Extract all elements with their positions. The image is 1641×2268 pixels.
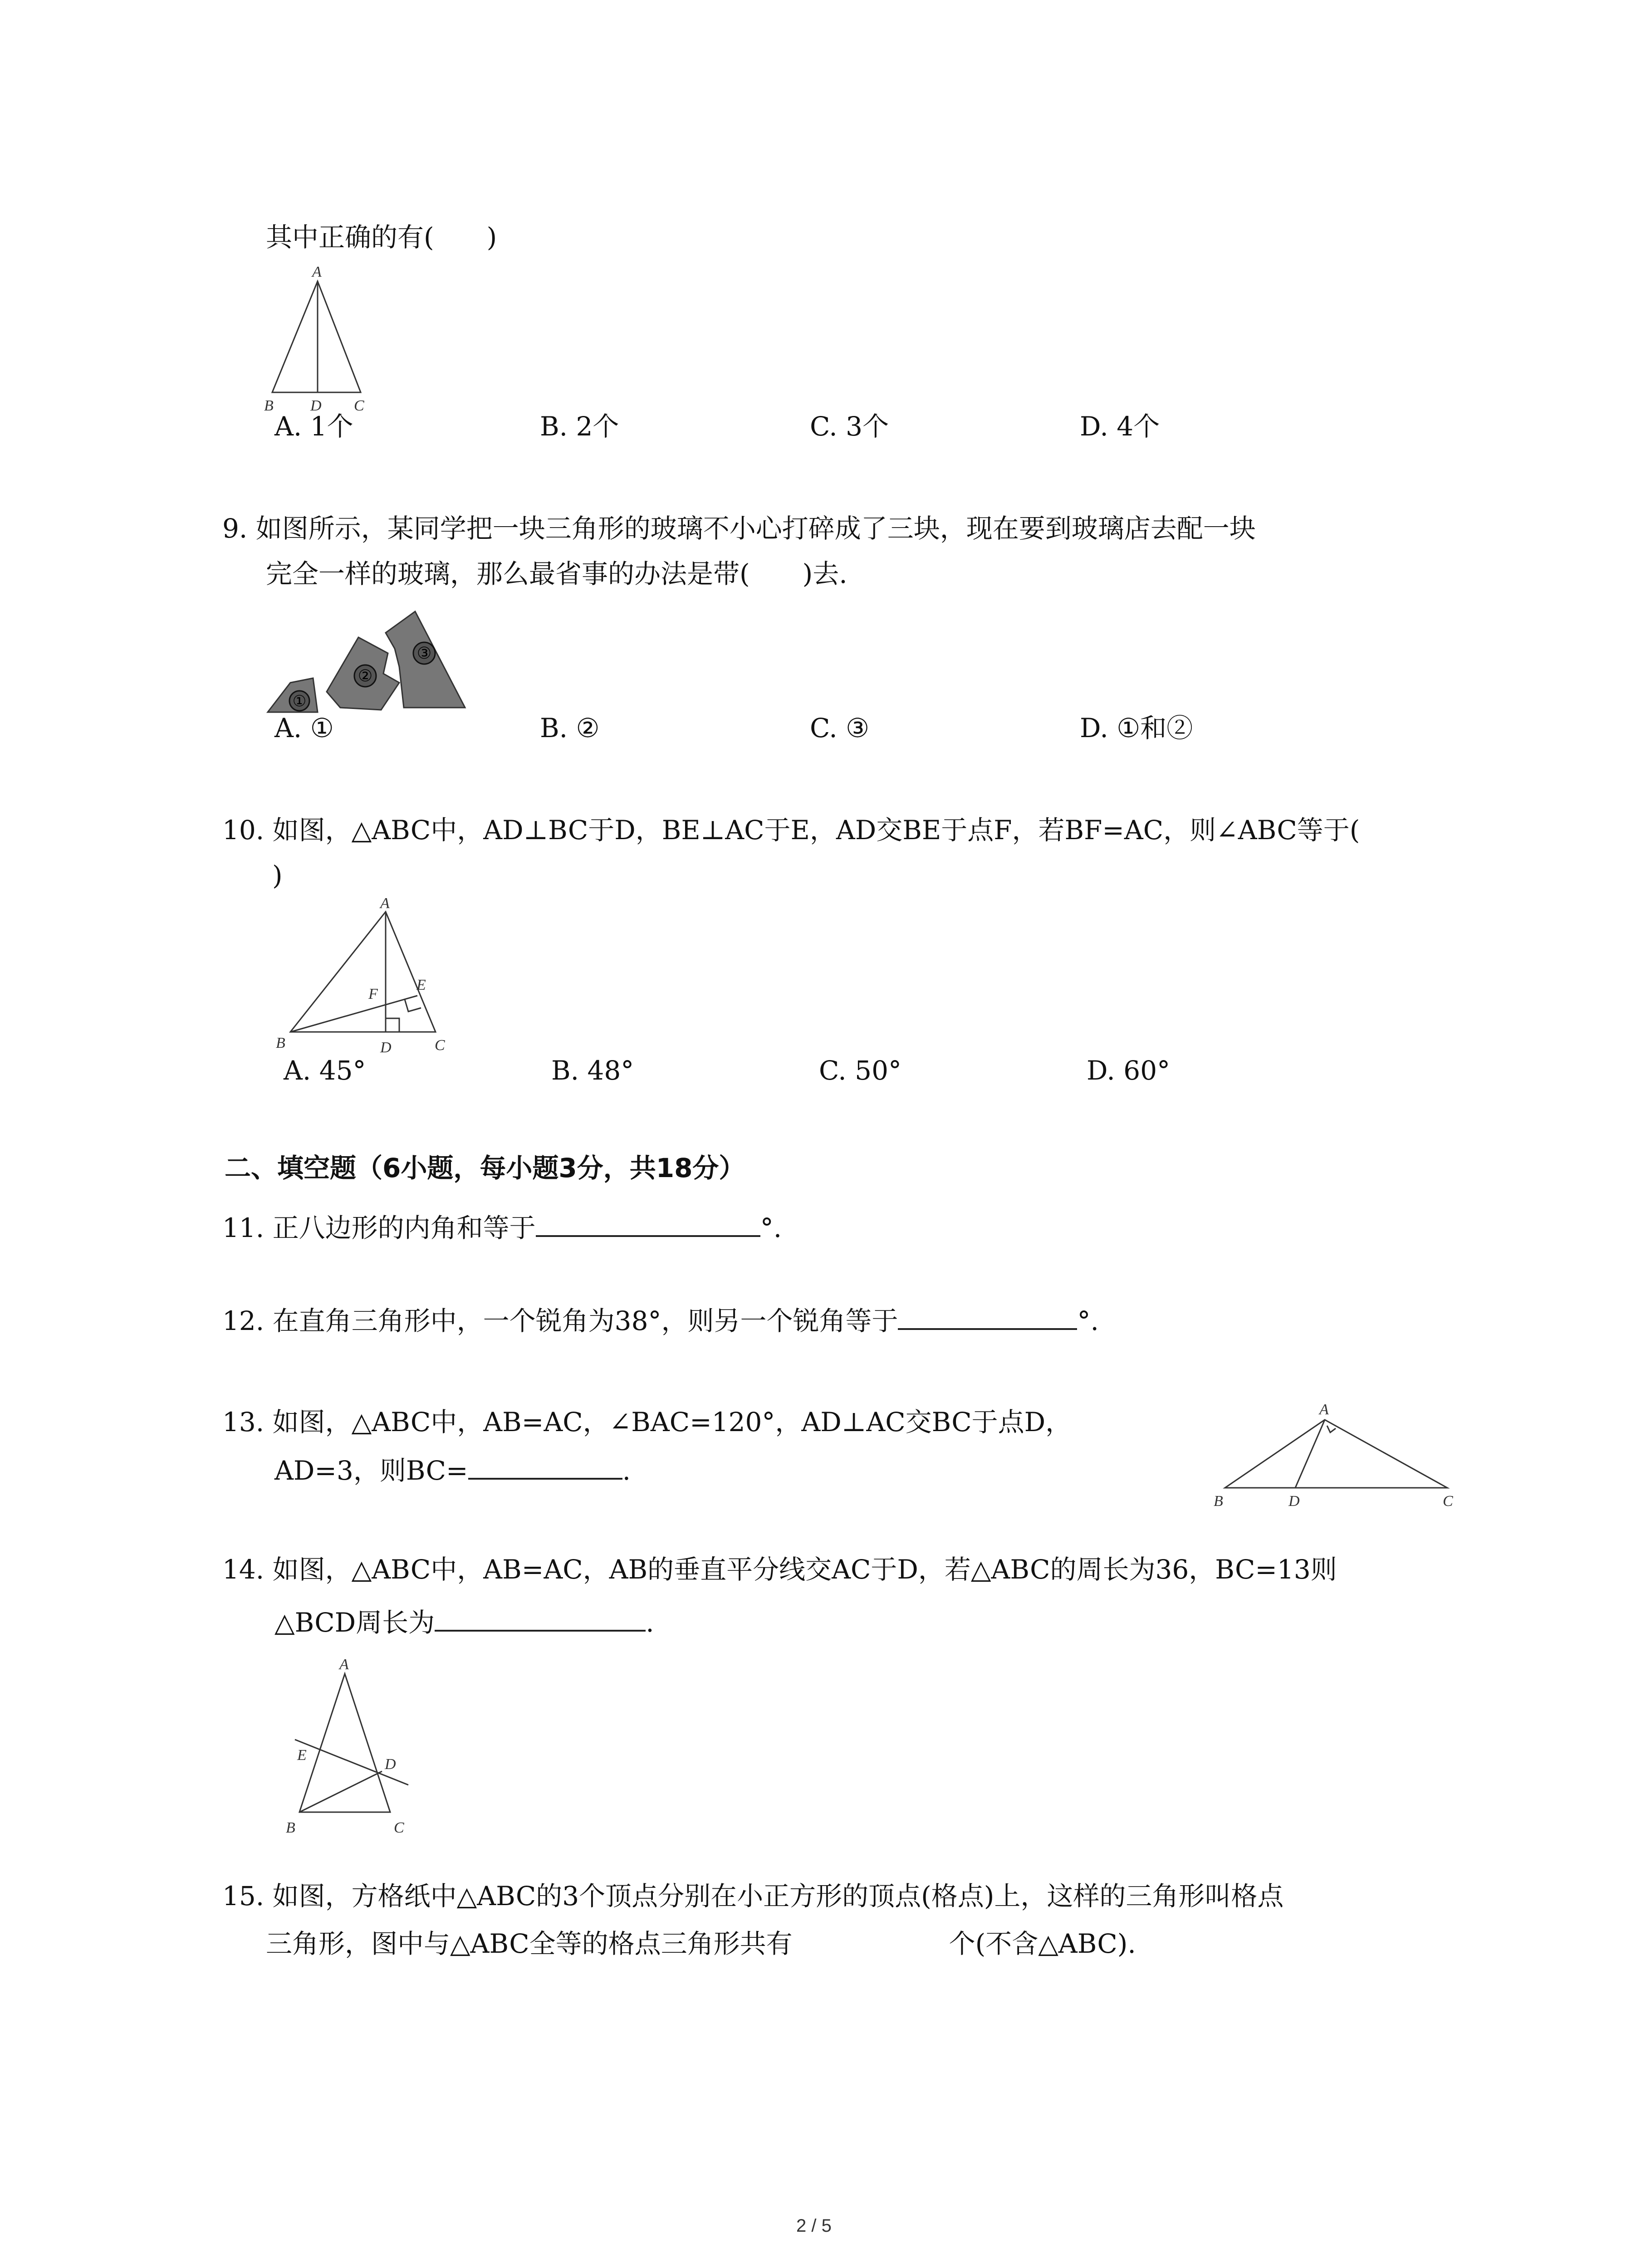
q15-line2-prefix: 三角形，图中与△ABC全等的格点三角形共有 bbox=[266, 1928, 793, 1959]
q14-label-B: B bbox=[286, 1819, 295, 1836]
q9-line2: 完全一样的玻璃，那么最省事的办法是带( )去. bbox=[266, 558, 847, 589]
q14-segment-BD bbox=[299, 1771, 382, 1812]
q14-label-C: C bbox=[394, 1819, 404, 1836]
q13-label-C: C bbox=[1443, 1493, 1453, 1510]
q12-answer-blank[interactable] bbox=[898, 1302, 1077, 1330]
q14-line1: 14. 如图，△ABC中，AB=AC，AB的垂直平分线交AC于D，若△ABC的周长为36，BC=13则 bbox=[222, 1554, 1337, 1585]
q13-label-D: D bbox=[1288, 1493, 1300, 1510]
q10-option-a[interactable]: A. 45° bbox=[284, 1055, 366, 1086]
q10-altitude-BE bbox=[290, 996, 417, 1032]
q10-option-c[interactable]: C. 50° bbox=[819, 1055, 901, 1086]
q14-label-E: E bbox=[297, 1747, 307, 1764]
q14-label-A: A bbox=[339, 1656, 349, 1673]
q13-label-A: A bbox=[1319, 1401, 1329, 1418]
q8-triangle bbox=[272, 281, 361, 392]
q13-right-angle-A bbox=[1327, 1426, 1336, 1432]
q12-suffix: °. bbox=[1077, 1305, 1099, 1336]
q11 bbox=[222, 1209, 782, 1244]
q8-figure bbox=[263, 263, 372, 413]
q10-line2: ) bbox=[272, 860, 283, 891]
q10-right-angle-D bbox=[386, 1018, 399, 1032]
q13-label-B: B bbox=[1214, 1493, 1223, 1510]
q9-option-a[interactable]: A. ① bbox=[274, 713, 334, 743]
q12 bbox=[222, 1302, 1099, 1337]
q14-line2-suffix: . bbox=[646, 1607, 654, 1638]
glass-piece-3-label: ③ bbox=[416, 644, 432, 663]
q13-figure bbox=[1211, 1397, 1456, 1510]
q10-label-D: D bbox=[380, 1039, 392, 1056]
q8-option-d[interactable]: D. 4个 bbox=[1080, 411, 1160, 442]
q11-suffix: °. bbox=[760, 1212, 782, 1243]
q14-figure bbox=[281, 1656, 426, 1837]
q8-option-c[interactable]: C. 3个 bbox=[810, 411, 889, 442]
q14-line2-prefix: △BCD周长为 bbox=[274, 1607, 435, 1638]
q13-triangle bbox=[1225, 1420, 1447, 1488]
q11-answer-blank[interactable] bbox=[536, 1209, 760, 1237]
page-number: 2 / 5 bbox=[796, 2216, 832, 2236]
q10-line1: 10. 如图，△ABC中，AD⊥BC于D，BE⊥AC于E，AD交BE于点F，若BF=AC，则∠ABC等于( bbox=[222, 815, 1360, 846]
q15-line2 bbox=[266, 1928, 1136, 1960]
q14-answer-blank[interactable] bbox=[435, 1603, 646, 1632]
q12-prefix: 12. 在直角三角形中，一个锐角为38°，则另一个锐角等于 bbox=[222, 1305, 898, 1336]
q15-line2-suffix: 个(不含△ABC). bbox=[949, 1928, 1136, 1959]
q13-line2 bbox=[274, 1452, 631, 1486]
q13-line2-suffix: . bbox=[622, 1455, 631, 1486]
q8-label-B: B bbox=[264, 397, 274, 414]
q13-answer-blank[interactable] bbox=[468, 1452, 622, 1480]
q9-option-d[interactable]: D. ①和② bbox=[1080, 713, 1193, 743]
q10-option-d[interactable]: D. 60° bbox=[1087, 1055, 1171, 1086]
glass-piece-2-label: ② bbox=[358, 667, 373, 685]
q9-option-c[interactable]: C. ③ bbox=[810, 713, 870, 743]
q10-label-B: B bbox=[276, 1035, 285, 1051]
q14-triangle bbox=[299, 1674, 390, 1812]
q14-line2 bbox=[274, 1603, 654, 1638]
q10-option-b[interactable]: B. 48° bbox=[551, 1055, 634, 1086]
q9-option-b[interactable]: B. ② bbox=[540, 713, 600, 743]
q10-label-E: E bbox=[416, 977, 426, 993]
q14-label-D: D bbox=[385, 1756, 396, 1773]
q8-label-D: D bbox=[310, 397, 322, 414]
q10-right-angle-E bbox=[405, 999, 421, 1012]
q8-label-C: C bbox=[354, 397, 364, 414]
q10-label-C: C bbox=[435, 1037, 445, 1054]
q13-line2-prefix: AD=3，则BC= bbox=[274, 1455, 468, 1486]
q10-label-F: F bbox=[368, 986, 378, 1002]
q13-line1: 13. 如图，△ABC中，AB=AC，∠BAC=120°，AD⊥AC交BC于点D， bbox=[222, 1407, 1072, 1437]
q8-stem-tail: 其中正确的有( ) bbox=[266, 222, 497, 253]
q11-prefix: 11. 正八边形的内角和等于 bbox=[222, 1212, 536, 1243]
q9-glass-pieces-figure bbox=[263, 599, 472, 721]
q10-triangle bbox=[290, 912, 436, 1032]
q8-option-b[interactable]: B. 2个 bbox=[540, 411, 619, 442]
q8-label-A: A bbox=[312, 264, 322, 280]
q9-line1: 9. 如图所示，某同学把一块三角形的玻璃不小心打碎成了三块，现在要到玻璃店去配一块 bbox=[222, 513, 1256, 544]
q10-figure bbox=[272, 894, 463, 1057]
q15-line1: 15. 如图，方格纸中△ABC的3个顶点分别在小正方形的顶点(格点)上，这样的三角形叫格点 bbox=[222, 1881, 1284, 1911]
q10-label-A: A bbox=[380, 895, 390, 912]
section-2-title: 二、填空题（6小题，每小题3分，共18分） bbox=[225, 1153, 745, 1183]
q8-option-a[interactable]: A. 1个 bbox=[274, 411, 353, 442]
glass-piece-1-label: ① bbox=[292, 692, 307, 710]
